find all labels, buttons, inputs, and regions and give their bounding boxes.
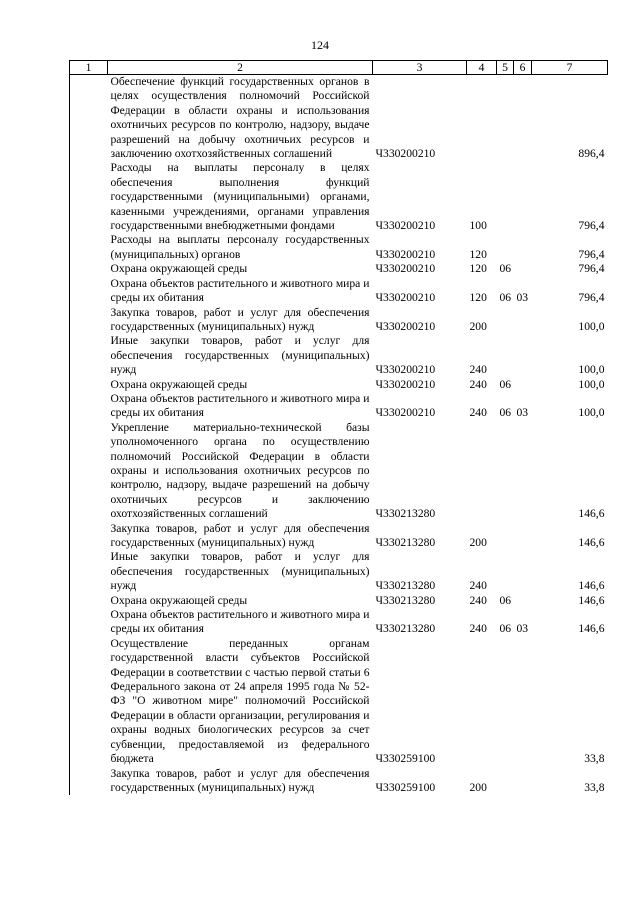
row-name: Закупка товаров, работ и услуг для обеспечения государственных (муниципальных) нужд [110,521,370,549]
row-blank-cell [70,550,108,593]
row-subsection [514,306,532,335]
row-target-code: Ч330200210 [375,319,436,333]
row-expense-type: 240 [469,593,487,607]
row-section [497,306,514,335]
table-row [70,306,608,335]
table-row [70,608,608,637]
table-row [70,233,608,262]
row-blank-cell [70,522,108,551]
row-name: Охрана окружающей среды [110,593,248,607]
row-amount: 100,0 [578,406,605,420]
row-section: 06 [499,262,512,276]
table-row [70,75,608,162]
row-blank-cell [70,637,108,767]
table-header [70,61,608,75]
row-amount: 146,6 [578,536,605,549]
row-blank-cell [70,594,108,608]
row-target-code: Ч330200210 [375,219,436,233]
header-col-7: 7 [532,61,608,75]
row-amount: 796,4 [578,291,605,305]
row-blank-cell [70,767,108,796]
row-section [497,75,514,162]
table-row [70,378,608,392]
row-blank-cell [70,161,108,233]
row-blank-cell [70,392,108,421]
row-target-code: Ч330213280 [375,536,436,549]
row-target-code: Ч330200210 [375,291,436,305]
row-expense-type [467,637,497,767]
table-row [70,594,608,608]
row-target-code: Ч330213280 [375,507,436,521]
row-target-code: Ч330213280 [375,579,436,593]
row-subsection [514,378,532,392]
row-expense-type: 200 [469,780,487,794]
row-amount: 796,4 [578,262,605,276]
header-col-6: 6 [514,61,532,75]
row-name: Охрана объектов растительного и животного мира и среды их обитания [110,276,370,305]
row-amount: 33,8 [584,780,605,794]
row-blank-cell [70,334,108,377]
row-expense-type: 120 [469,247,487,261]
row-amount: 100,0 [578,363,605,377]
row-subsection: 03 [516,291,529,305]
row-subsection [514,767,532,796]
row-section: 06 [499,622,512,636]
row-subsection [514,594,532,608]
row-expense-type: 100 [469,219,487,233]
row-section: 06 [499,406,512,420]
row-target-code: Ч330200210 [375,363,436,377]
row-target-code: Ч330213280 [375,622,436,636]
row-amount: 896,4 [578,147,605,161]
row-name: Охрана объектов растительного и животного мира и среды их обитания [110,391,370,420]
row-expense-type [467,75,497,162]
row-name: Расходы на выплаты персоналу государственных (муниципальных) органов [110,233,370,261]
row-subsection [514,334,532,377]
row-name: Охрана окружающей среды [110,377,248,391]
row-blank-cell [70,306,108,335]
row-section [497,550,514,593]
row-blank-cell [70,378,108,392]
table-row [70,767,608,796]
row-section [497,161,514,233]
row-name: Осуществление переданных органам государственной власти субъектов Российской Федерации в соответствии с частью первой статьи 6 Федерального закона от 24 апреля 1995 года № 52-ФЗ "О животном мире" полномочий Российской Федерации в области организации, регулирования и охраны водных биологических ресурсов за счет субвенции, предоставляемой из федерального бюджета [110,636,370,766]
row-blank-cell [70,421,108,522]
table-row [70,277,608,306]
row-target-code: Ч330259100 [375,752,436,766]
header-col-5: 5 [497,61,514,75]
row-name: Охрана окружающей среды [110,262,248,276]
row-name: Закупка товаров, работ и услуг для обеспечения государственных (муниципальных) нужд [110,305,370,333]
row-subsection [514,522,532,551]
header-col-2: 2 [108,61,373,75]
row-amount: 146,6 [578,507,605,521]
row-expense-type: 200 [469,319,487,333]
header-col-4: 4 [467,61,497,75]
table-row [70,550,608,593]
row-blank-cell [70,608,108,637]
header-row [70,61,608,75]
table-row [70,262,608,276]
row-expense-type: 200 [469,536,487,549]
row-expense-type: 240 [469,406,487,420]
row-target-code: Ч330200210 [375,147,436,161]
table-body [70,75,608,796]
table-row [70,421,608,522]
row-section [497,767,514,796]
row-amount: 796,4 [578,247,605,261]
row-name: Закупка товаров, работ и услуг для обеспечения государственных (муниципальных) нужд [110,766,370,794]
row-expense-type: 240 [469,622,487,636]
row-target-code: Ч330200210 [375,406,436,420]
row-amount: 146,6 [578,622,605,636]
row-target-code: Ч330200210 [375,377,436,391]
row-subsection [514,233,532,262]
row-blank-cell [70,277,108,306]
row-expense-type: 240 [469,579,487,593]
row-subsection [514,161,532,233]
row-amount: 100,0 [578,319,605,333]
table-row [70,392,608,421]
row-section: 06 [499,593,512,607]
row-subsection: 03 [516,622,529,636]
row-section [497,421,514,522]
row-name: Иные закупки товаров, работ и услуг для обеспечения государственных (муниципальных) нужд [110,334,370,377]
row-expense-type [467,421,497,522]
budget-table [69,60,608,795]
table-row [70,637,608,767]
header-col-1: 1 [70,61,108,75]
row-section [497,334,514,377]
row-section: 06 [499,291,512,305]
row-subsection [514,637,532,767]
row-target-code: Ч330259100 [375,780,436,794]
table-row [70,522,608,551]
row-name: Расходы на выплаты персоналу в целях обеспечения выполнения функций государственными (муниципальными) органами, казенными учреждениями, органами управления государственными внебюджетными фондами [110,161,370,233]
row-section [497,233,514,262]
row-expense-type: 240 [469,363,487,377]
row-expense-type: 240 [469,377,487,391]
row-target-code: Ч330200210 [375,247,436,261]
row-expense-type: 120 [469,291,487,305]
row-target-code: Ч330200210 [375,262,436,276]
table-row [70,334,608,377]
row-amount: 796,4 [578,219,605,233]
header-col-3: 3 [373,61,467,75]
row-name: Обеспечение функций государственных органов в целях осуществления полномочий Российской Федерации в области охраны и использования охотничьих ресурсов по контролю, надзору, выдаче разрешений на добычу охотничьих ресурсов и заключению охотхозяйственных соглашений [110,75,370,161]
row-amount: 33,8 [584,752,605,766]
row-blank-cell [70,233,108,262]
row-section [497,522,514,551]
row-blank-cell [70,75,108,162]
row-amount: 146,6 [578,593,605,607]
row-amount: 146,6 [578,579,605,593]
row-name: Охрана объектов растительного и животного мира и среды их обитания [110,608,370,636]
table-row [70,161,608,233]
row-subsection [514,421,532,522]
row-name: Укрепление материально-технической базы уполномоченного органа по осуществлению полномочий Российской Федерации в области охраны и использования охотничьих ресурсов по контролю, надзору, выдаче разрешений на добычу охотничьих ресурсов и заключению охотхозяйственных соглашений [110,420,370,521]
row-subsection [514,550,532,593]
page-number: 124 [311,38,329,52]
row-expense-type: 120 [469,262,487,276]
row-name: Иные закупки товаров, работ и услуг для обеспечения государственных (муниципальных) нужд [110,550,370,593]
row-subsection [514,262,532,276]
row-amount: 100,0 [578,377,605,391]
row-subsection: 03 [516,406,529,420]
row-blank-cell [70,262,108,276]
row-target-code: Ч330213280 [375,593,436,607]
row-section [497,637,514,767]
row-subsection [514,75,532,162]
row-section: 06 [499,377,512,391]
